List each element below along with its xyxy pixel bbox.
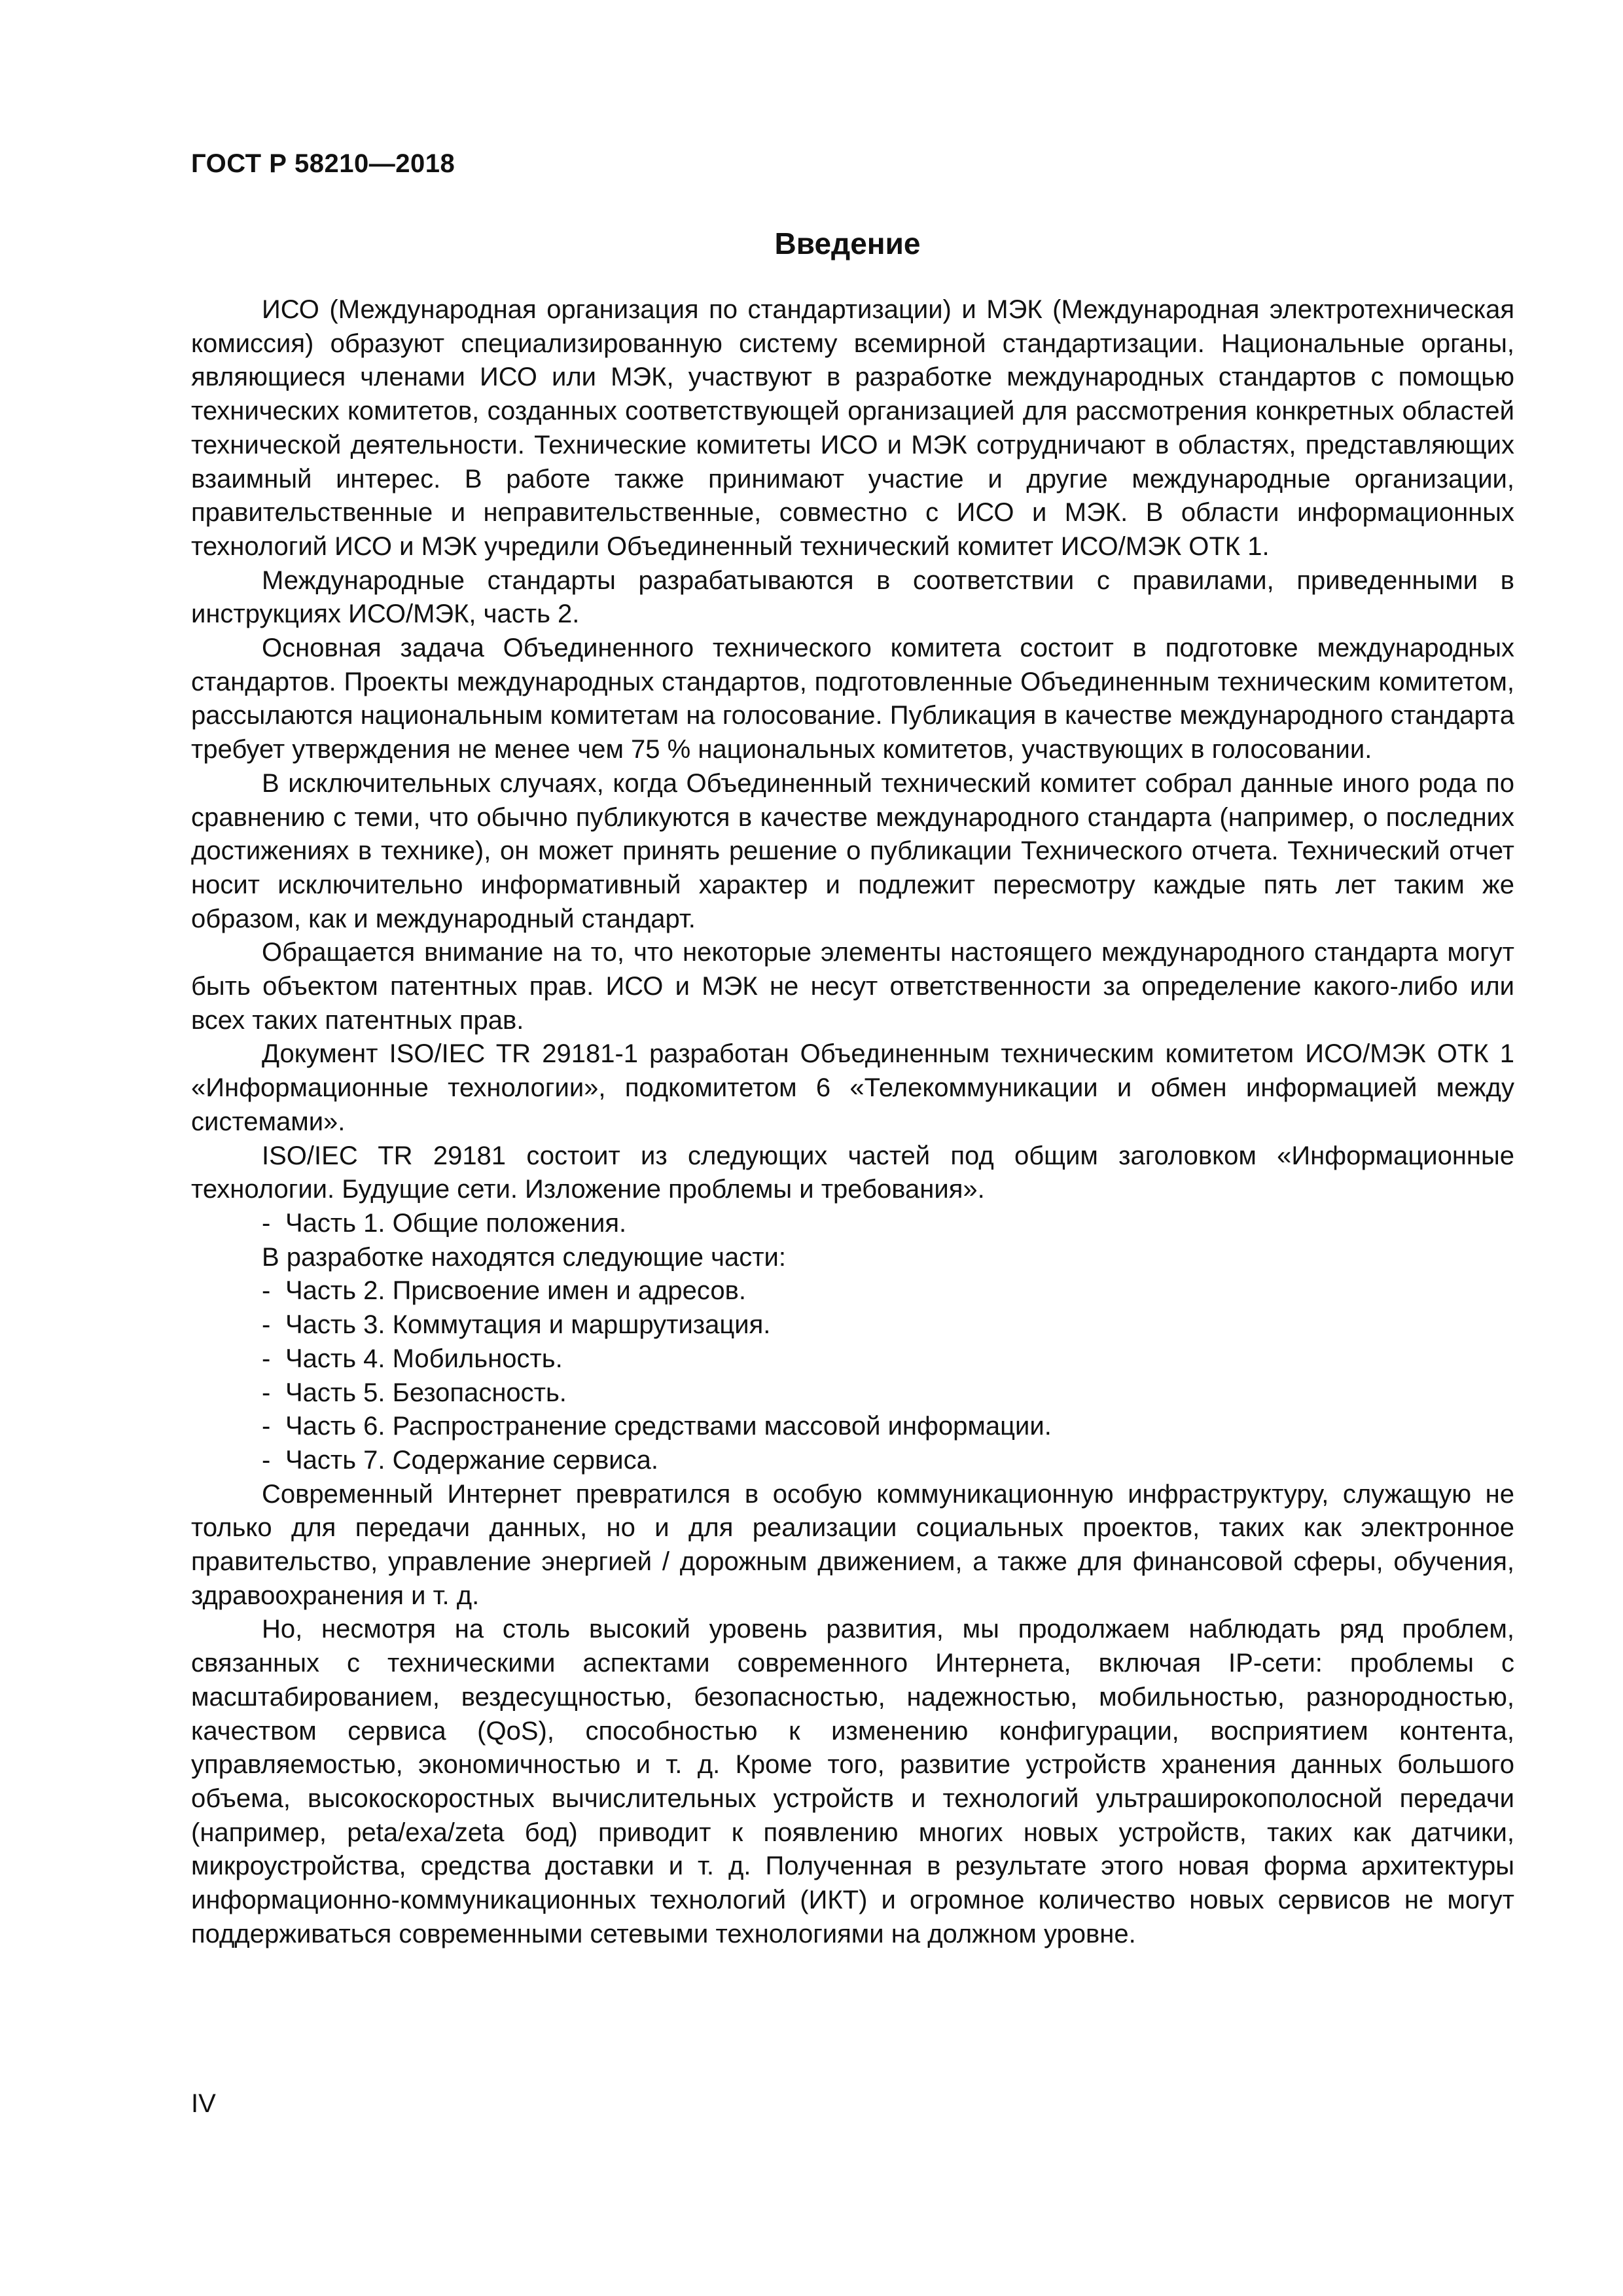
paragraph: Но, несмотря на столь высокий уровень развития, мы продолжаем наблюдать ряд проблем, связанных с техническими аспектами современного Интернета, включая IP-сети: проблемы с масштабированием, вездесущностью, безопасностью, надежностью, мобильностью, разнородностью, качеством сервиса (QoS), способностью к изменению конфигурации, восприятием контента, управляемостью, экономичностью и т. д. Кроме того, развитие устройств хранения данных большого объема, высокоскоростных вычислительных устройств и технологий ультраширокополосной передачи (например, peta/exa/zeta бод) приводит к появлению многих новых устройств, таких как датчики, микроустройства, средства доставки и т. д. Полученная в результате этого новая форма архитектуры информационно-коммуникационных технологий (ИКТ) и огромное количество новых сервисов не могут поддерживаться современными сетевыми технологиями на должном уровне.: [191, 1615, 1514, 1948]
paragraph: Международные стандарты разрабатываются в соответствии с правилами, приведенными в инструкциях ИСО/МЭК, часть 2.: [191, 565, 1514, 629]
paragraph: ISO/IEC TR 29181 состоит из следующих частей под общим заголовком «Информационные технологии. Будущие сети. Изложение проблемы и требования».: [191, 1141, 1514, 1204]
dash-marker: -: [262, 1445, 271, 1475]
dash-marker: -: [262, 1310, 271, 1340]
paragraph: ИСО (Международная организация по стандартизации) и МЭК (Международная электротехническая комиссия) образуют специализированную систему всемирной стандартизации. Национальные органы, являющиеся членами ИСО или МЭК, участвуют в разработке международных стандартов с помощью технических комитетов, созданных соответствующей организацией для рассмотрения конкретных областей технической деятельности. Технические комитеты ИСО и МЭК сотрудничают в областях, представляющих взаимный интерес. В работе также принимают участие и другие международные организации, правительственные и неправительственные, совместно с ИСО и МЭК. В области информационных технологий ИСО и МЭК учредили Объединенный технический комитет ИСО/МЭК ОТК 1.: [191, 295, 1514, 561]
dash-marker: -: [262, 1276, 271, 1306]
list-item: [191, 1274, 1514, 1308]
list-item: [191, 1410, 1514, 1444]
paragraph: Документ ISO/IEC TR 29181-1 разработан Объединенным техническим комитетом ИСО/МЭК ОТК 1 «Информационные технологии», подкомитетом 6 «Телекоммуникации и обмен информацией между системами».: [191, 1039, 1514, 1136]
list-item-text: Часть 6. Распространение средствами массовой информации.: [285, 1412, 1052, 1441]
list-item: [191, 1342, 1514, 1376]
list-item-text: Часть 7. Содержание сервиса.: [285, 1445, 658, 1475]
dash-marker: -: [262, 1344, 271, 1373]
dash-marker: -: [262, 1208, 271, 1238]
paragraph: В исключительных случаях, когда Объединенный технический комитет собрал данные иного рода по сравнению с теми, что обычно публикуются в качестве международного стандарта (например, о последних достижениях в технике), он может принять решение о публикации Технического отчета. Технический отчет носит исключительно информативный характер и подлежит пересмотру каждые пять лет таким же образом, как и международный стандарт.: [191, 768, 1514, 933]
list-item-text: Часть 5. Безопасность.: [285, 1378, 567, 1407]
paragraph: Обращается внимание на то, что некоторые элементы настоящего международного стандарта могут быть объектом патентных прав. ИСО и МЭК не несут ответственности за определение какого-либо или всех таких патентных прав.: [191, 938, 1514, 1035]
list-item: [191, 1444, 1514, 1478]
section-title: Введение: [774, 226, 921, 260]
body-text: [191, 293, 1514, 1951]
paragraph: Основная задача Объединенного технического комитета состоит в подготовке международных стандартов. Проекты международных стандартов, подготовленные Объединенным техническим комитетом, рассылаются национальным комитетам на голосование. Публикация в качестве международного стандарта требует утверждения не менее чем 75 % национальных комитетов, участвующих в голосовании.: [191, 634, 1514, 764]
list-item: [191, 1376, 1514, 1410]
paragraph: Современный Интернет превратился в особую коммуникационную инфраструктуру, служащую не только для передачи данных, но и для реализации социальных проектов, таких как электронное правительство, управление энергией / дорожным движением, а также для финансовой сферы, обучения, здравоохранения и т. д.: [191, 1479, 1514, 1610]
list-item-text: Часть 3. Коммутация и маршрутизация.: [285, 1310, 771, 1340]
list-item-text: Часть 4. Мобильность.: [285, 1344, 563, 1373]
document-header-id: ГОСТ Р 58210—2018: [191, 149, 455, 178]
dash-marker: -: [262, 1412, 271, 1441]
page-number: IV: [191, 2089, 216, 2118]
dash-marker: -: [262, 1378, 271, 1407]
paragraph: В разработке находятся следующие части:: [262, 1242, 786, 1272]
list-item: [191, 1308, 1514, 1342]
list-item: [191, 1207, 1514, 1241]
list-item-text: Часть 1. Общие положения.: [285, 1208, 627, 1238]
list-item-text: Часть 2. Присвоение имен и адресов.: [285, 1276, 746, 1306]
